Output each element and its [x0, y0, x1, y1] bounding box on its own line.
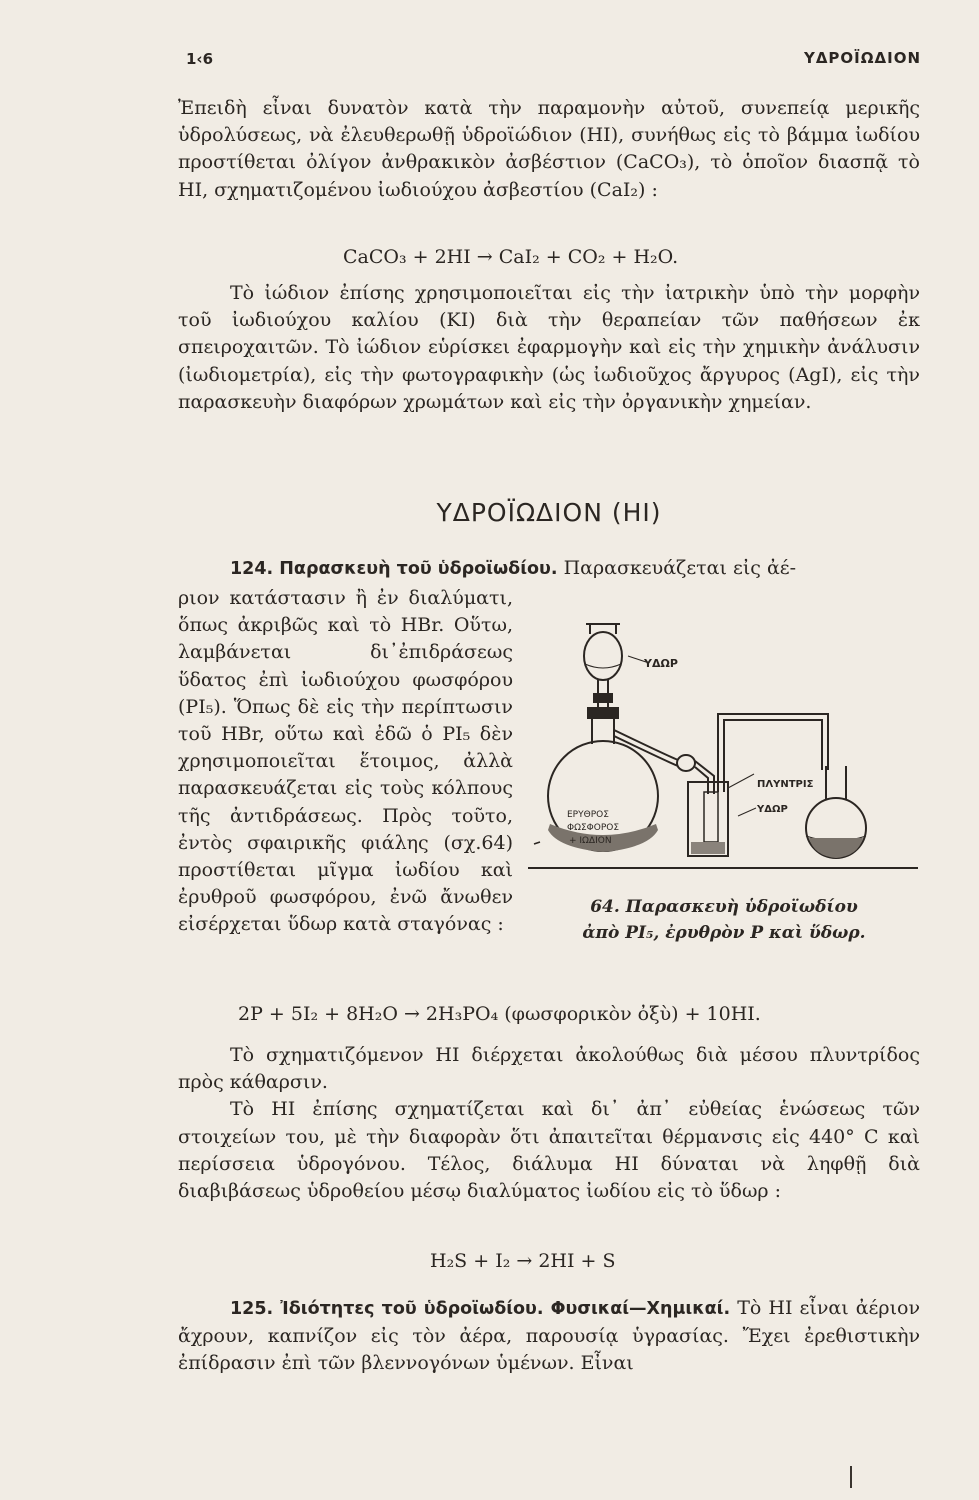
flask-label-1: ΕΡΥΘΡΟΣ: [567, 810, 609, 820]
page-number: 1‹6: [186, 50, 214, 68]
section-125-paragraph: [178, 1295, 920, 1378]
apparatus-figure: [528, 616, 920, 876]
caption-line-2: ἀπὸ PI₅, ἐρυθρὸν P καὶ ὕδωρ.: [582, 923, 866, 943]
flask-label-3: + ΙΩΔΙΟΝ: [569, 836, 612, 846]
intro-paragraph-2: Τὸ ἰώδιον ἐπίσης χρησιμοποιεῖται εἰς τὴν ἰατρικὴν ὑπὸ τὴν μορφὴν τοῦ ἰωδιούχου καλίου (KI) διὰ τὴν θεραπείαν τῶν παθήσεων ἐκ σπειροχαιτῶν. Τὸ ἰώδιον εὑρίσκει ἐφαρμογὴν καὶ εἰς τὴν χημικὴν ἀνάλυσιν (ἰωδιομετρία), εἰς τὴν φωτογραφικὴν (ὡς ἰωδιοῦχος ἄργυρος (AgI), εἰς τὴν παρασκευὴν διαφόρων χρωμάτων καὶ εἰς τὴν ὀργανικὴν χημείαν.: [178, 282, 920, 413]
equation-phosphorus: 2P + 5I₂ + 8H₂O → 2H₃PO₄ (φωσφορικὸν ὀξὺ) + 10HI.: [238, 1003, 761, 1025]
caption-line-1: 64. Παρασκευὴ ὑδροϊωδίου: [590, 897, 858, 917]
section-124-lead-rest: Παρασκευάζεται εἰς ἀέ-: [563, 557, 797, 579]
section-124-wrap-text: ριον κατάστασιν ἢ ἐν διαλύματι, ὅπως ἀκριβῶς καὶ τὸ HBr. Οὕτω, λαμβάνεται δι᾽ἐπιδράσεως ὕδατος ἐπὶ ἰωδιούχου φωσφόρου (PI₅). Ὅπως δὲ εἰς τὴν περίπτωσιν τοῦ HBr, οὕτω καὶ ἐδῶ ὁ PI₅ δὲν χρησιμοποιεῖται ἕτοιμος, ἀλλὰ παρασκευάζεται εἰς τοὺς κόλπους τῆς ἀντιδράσεως. Πρὸς τοῦτο, ἐντὸς σφαιρικῆς φιάλης (σχ.64) προστίθεται μῖγμα ἰωδίου καὶ ἐρυθροῦ φωσφόρου, ἐνῶ ἄνωθεν εἰσέρχεται ὕδωρ κατὰ σταγόνας :: [178, 587, 513, 936]
intro-block-2: [178, 280, 920, 416]
tube-bulb: [677, 755, 695, 771]
margin-mark: [850, 1466, 852, 1488]
section-125: [178, 1295, 920, 1378]
paragraph-washer: Τὸ σχηματιζόμενον HI διέρχεται ἀκολούθως διὰ μέσου πλυντρίδος πρὸς κάθαρσιν.: [178, 1044, 920, 1094]
section-124-lead: [178, 555, 920, 583]
equation-h2s: H₂S + I₂ → 2HI + S: [430, 1250, 616, 1272]
section-125-text: Τὸ HI εἶναι ἀέριον ἄχρουν, καπνίζον εἰς τὸν ἀέρα, παρουσίᾳ ὑγρασίας. Ἔχει ἐρεθιστικὴν ἐπίδρασιν ἐπὶ τῶν βλεννογόνων ὑμένων. Εἶναι: [178, 1297, 921, 1375]
label-water-right: ΥΔΩΡ: [757, 804, 788, 815]
section-124-heading: 124. Παρασκευὴ τοῦ ὑδροϊωδίου.: [230, 559, 558, 579]
label-washer: ΠΛΥΝΤΡΙΣ: [757, 779, 814, 790]
section-125-heading: 125. Ἰδιότητες τοῦ ὑδροϊωδίου. Φυσικαί—Χημικαί.: [230, 1299, 731, 1319]
intro-paragraph-1: Ἐπειδὴ εἶναι δυνατὸν κατὰ τὴν παραμονὴν αὐτοῦ, συνεπείᾳ μερικῆς ὑδρολύσεως, νὰ ἐλευθερωθῇ ὑδροϊώδιον (HI), συνήθως εἰς τὸ βάμμα ἰωδίου προστίθεται ὀλίγον ἀνθρακικὸν ἀσβέστιον (CaCO₃), τὸ ὁποῖον διασπᾷ τὸ HI, σχηματιζομένου ἰωδιούχου ἀσβεστίου (CaI₂) :: [178, 97, 920, 201]
flask-label-2: ΦΩΣΦΟΡΟΣ: [567, 823, 620, 833]
figure-caption: [528, 894, 920, 946]
label-water-top: ΥΔΩΡ: [644, 657, 678, 670]
intro-block: [178, 95, 920, 204]
section-title: ΥΔΡΟΪΩΔΙΟΝ (HI): [436, 498, 662, 527]
paragraph-direct-synthesis: Τὸ HI ἐπίσης σχηματίζεται καὶ δι᾽ ἀπ᾽ εὐθείας ἑνώσεως τῶν στοιχείων του, μὲ τὴν διαφορὰν ὅτι ἀπαιτεῖται θέρμανσις εἰς 440° C καὶ περίσσεια ὑδρογόνου. Τέλος, διάλυμα HI δύναται νὰ ληφθῇ διὰ διαβιβάσεως ὑδροθείου μέσῳ διαλύματος ἰωδίου εἰς τὸ ὕδωρ :: [178, 1098, 920, 1203]
running-header: ΥΔΡΟΪΩΔΙΟΝ: [803, 49, 921, 67]
equation-caco3: CaCO₃ + 2HI → CaI₂ + CO₂ + H₂O.: [343, 246, 679, 268]
dropping-funnel: [584, 632, 622, 680]
section-124-continued: [178, 1042, 920, 1205]
